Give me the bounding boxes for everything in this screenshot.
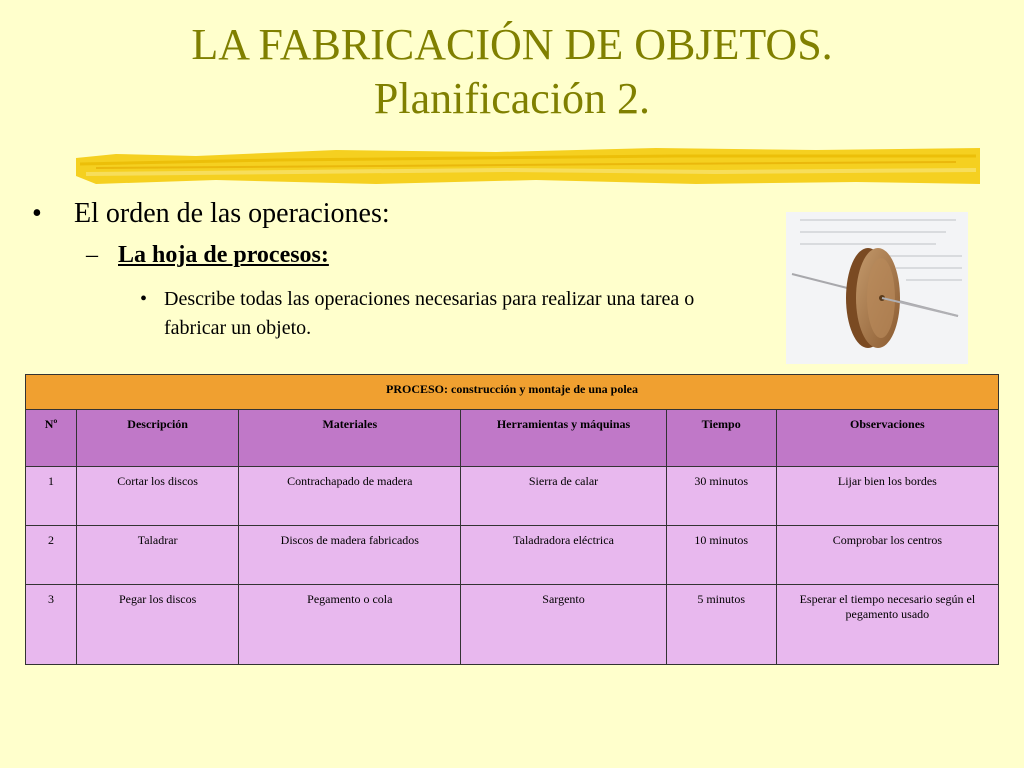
header-tools: Herramientas y máquinas xyxy=(461,410,666,467)
cell-materials: Pegamento o cola xyxy=(239,585,461,665)
header-materials: Materiales xyxy=(239,410,461,467)
pulley-photo xyxy=(786,212,968,364)
bullet-text: Describe todas las operaciones necesarias para realizar una tarea o fabricar un objeto. xyxy=(164,288,695,339)
yellow-brush-stroke xyxy=(76,144,980,188)
cell-description: Pegar los discos xyxy=(77,585,239,665)
slide-title xyxy=(0,18,1024,126)
cell-tools: Sierra de calar xyxy=(461,467,666,526)
pulley-icon xyxy=(786,212,968,364)
bullet-dash: – xyxy=(86,242,98,268)
cell-observations: Lijar bien los bordes xyxy=(776,467,998,526)
cell-description: Cortar los discos xyxy=(77,467,239,526)
table-caption: PROCESO: construcción y montaje de una polea xyxy=(26,375,999,410)
cell-description: Taladrar xyxy=(77,526,239,585)
cell-materials: Discos de madera fabricados xyxy=(239,526,461,585)
header-time: Tiempo xyxy=(666,410,776,467)
cell-number: 1 xyxy=(26,467,77,526)
cell-time: 5 minutos xyxy=(666,585,776,665)
table-row xyxy=(26,526,999,585)
table-row xyxy=(26,467,999,526)
header-description: Descripción xyxy=(77,410,239,467)
cell-time: 10 minutos xyxy=(666,526,776,585)
table-row xyxy=(26,585,999,665)
cell-tools: Sargento xyxy=(461,585,666,665)
cell-materials: Contrachapado de madera xyxy=(239,467,461,526)
bullet-text: El orden de las operaciones: xyxy=(74,198,390,229)
header-observations: Observaciones xyxy=(776,410,998,467)
title-line-2: Planificación 2. xyxy=(373,74,651,123)
cell-tools: Taladradora eléctrica xyxy=(461,526,666,585)
cell-number: 2 xyxy=(26,526,77,585)
cell-observations: Comprobar los centros xyxy=(776,526,998,585)
title-line-1: LA FABRICACIÓN DE OBJETOS. xyxy=(191,20,833,69)
bullet-dot: • xyxy=(140,288,148,310)
cell-number: 3 xyxy=(26,585,77,665)
header-number: Nº xyxy=(26,410,77,467)
bullet-dot: • xyxy=(32,198,42,229)
cell-observations: Esperar el tiempo necesario según el pegamento usado xyxy=(776,585,998,665)
bullet-text: La hoja de procesos: xyxy=(118,242,329,268)
process-table xyxy=(25,374,999,665)
cell-time: 30 minutos xyxy=(666,467,776,526)
